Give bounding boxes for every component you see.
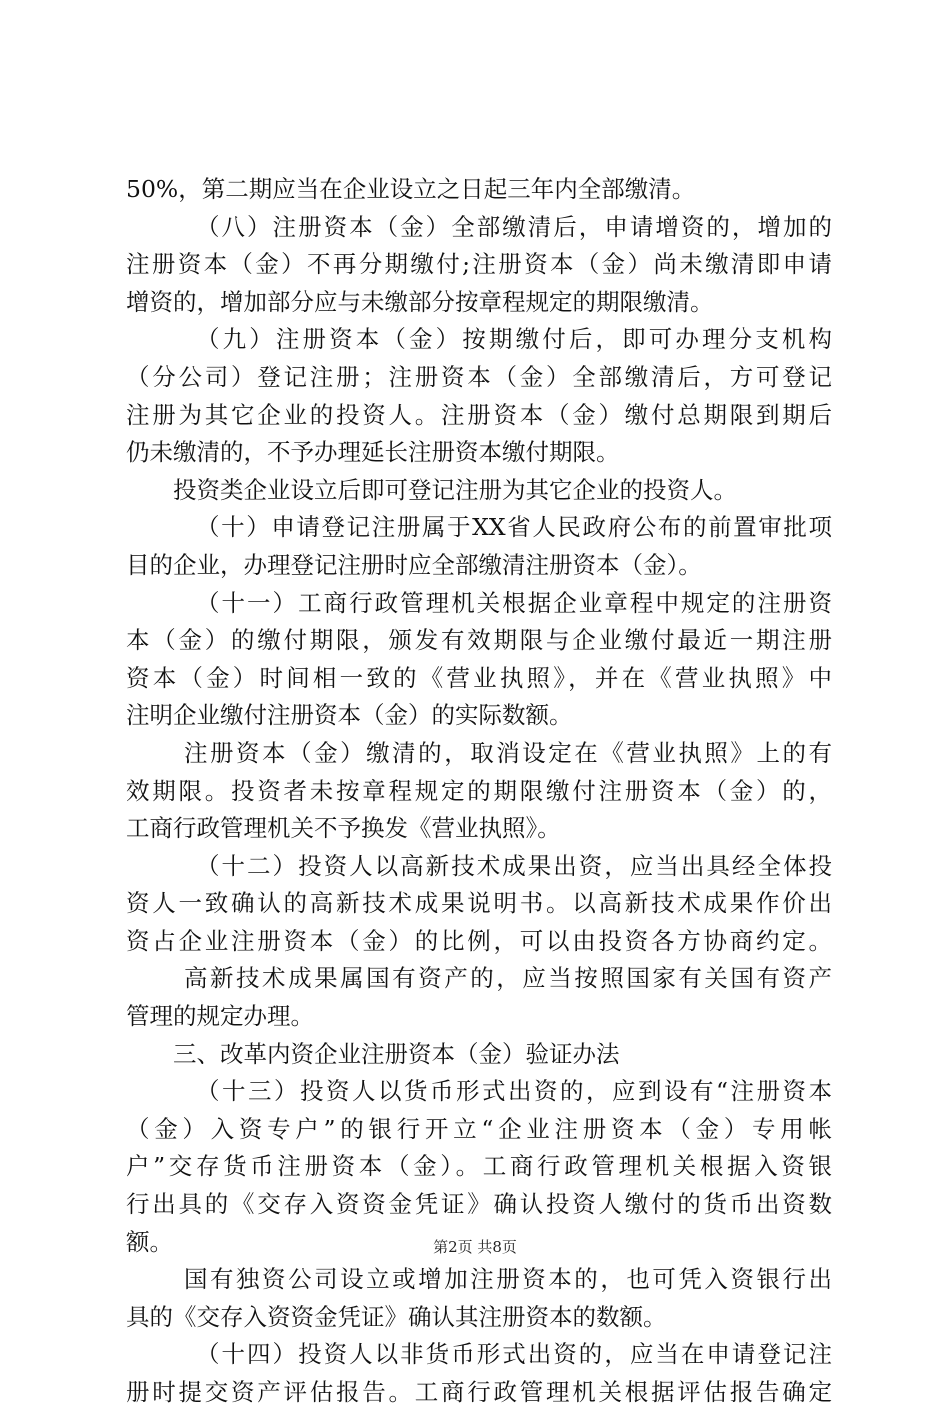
text-line: 管理的规定办理。 xyxy=(126,1002,314,1031)
text-line: 高新技术成果属国有资产的，应当按照国家有关国有资产 xyxy=(184,964,832,993)
text-line: （九）注册资本（金）按期缴付后，即可办理分支机构 xyxy=(196,325,832,354)
text-line: （十四）投资人以非货币形式出资的，应当在申请登记注 xyxy=(196,1340,832,1369)
text-line: 本（金）的缴付期限，颁发有效期限与企业缴付最近一期注册 xyxy=(126,626,832,655)
text-line: 资人一致确认的高新技术成果说明书。以高新技术成果作价出 xyxy=(126,889,832,918)
text-line: 资占企业注册资本（金）的比例，可以由投资各方协商约定。 xyxy=(126,926,832,955)
text-line: 投资类企业设立后即可登记注册为其它企业的投资人。 xyxy=(173,475,737,504)
text-line: 资本（金）时间相一致的《营业执照》，并在《营业执照》中 xyxy=(126,663,832,692)
text-line: （十二）投资人以高新技术成果出资，应当出具经全体投 xyxy=(196,851,832,880)
page-number-footer: 第2页 共8页 xyxy=(433,1238,517,1256)
text-line: （金）入资专户”的银行开立“企业注册资本（金）专用帐 xyxy=(126,1114,832,1143)
text-line: 工商行政管理机关不予换发《营业执照》。 xyxy=(126,814,561,843)
text-line: （十）申请登记注册属于XX省人民政府公布的前置审批项 xyxy=(196,513,832,542)
text-line: 注册资本（金）缴清的，取消设定在《营业执照》上的有 xyxy=(184,738,832,767)
text-line: 增资的，增加部分应与未缴部分按章程规定的期限缴清。 xyxy=(126,287,714,316)
text-line: 额。 xyxy=(126,1227,173,1256)
text-line: （十一）工商行政管理机关根据企业章程中规定的注册资 xyxy=(196,588,832,617)
text-line: （分公司）登记注册；注册资本（金）全部缴清后，方可登记 xyxy=(126,362,832,391)
text-line: 注明企业缴付注册资本（金）的实际数额。 xyxy=(126,701,573,730)
text-line: 仍未缴清的，不予办理延长注册资本缴付期限。 xyxy=(126,438,620,467)
text-line: （八）注册资本（金）全部缴清后，申请增资的，增加的 xyxy=(196,212,832,241)
text-line: 册时提交资产评估报告。工商行政管理机关根据评估报告确定 xyxy=(126,1378,832,1406)
text-line: 效期限。投资者未按章程规定的期限缴付注册资本（金）的， xyxy=(126,776,832,805)
text-line: 户”交存货币注册资本（金）。工商行政管理机关根据入资银 xyxy=(126,1152,832,1181)
text-line: 注册为其它企业的投资人。注册资本（金）缴付总期限到期后 xyxy=(126,400,832,429)
text-line: 注册资本（金）不再分期缴付;注册资本（金）尚未缴清即申请 xyxy=(126,250,832,279)
text-line: （十三）投资人以货币形式出资的，应到设有“注册资本 xyxy=(196,1077,832,1106)
text-line: 具的《交存入资资金凭证》确认其注册资本的数额。 xyxy=(126,1302,667,1331)
section-heading: 三、改革内资企业注册资本（金）验证办法 xyxy=(173,1039,620,1068)
document-body xyxy=(126,171,832,1412)
text-line: 行出具的《交存入资资金凭证》确认投资人缴付的货币出资数 xyxy=(126,1190,832,1219)
text-line: 国有独资公司设立或增加注册资本的，也可凭入资银行出 xyxy=(184,1265,832,1294)
text-line: 50%，第二期应当在企业设立之日起三年内全部缴清。 xyxy=(126,175,696,203)
text-line: 目的企业，办理登记注册时应全部缴清注册资本（金）。 xyxy=(126,550,702,579)
